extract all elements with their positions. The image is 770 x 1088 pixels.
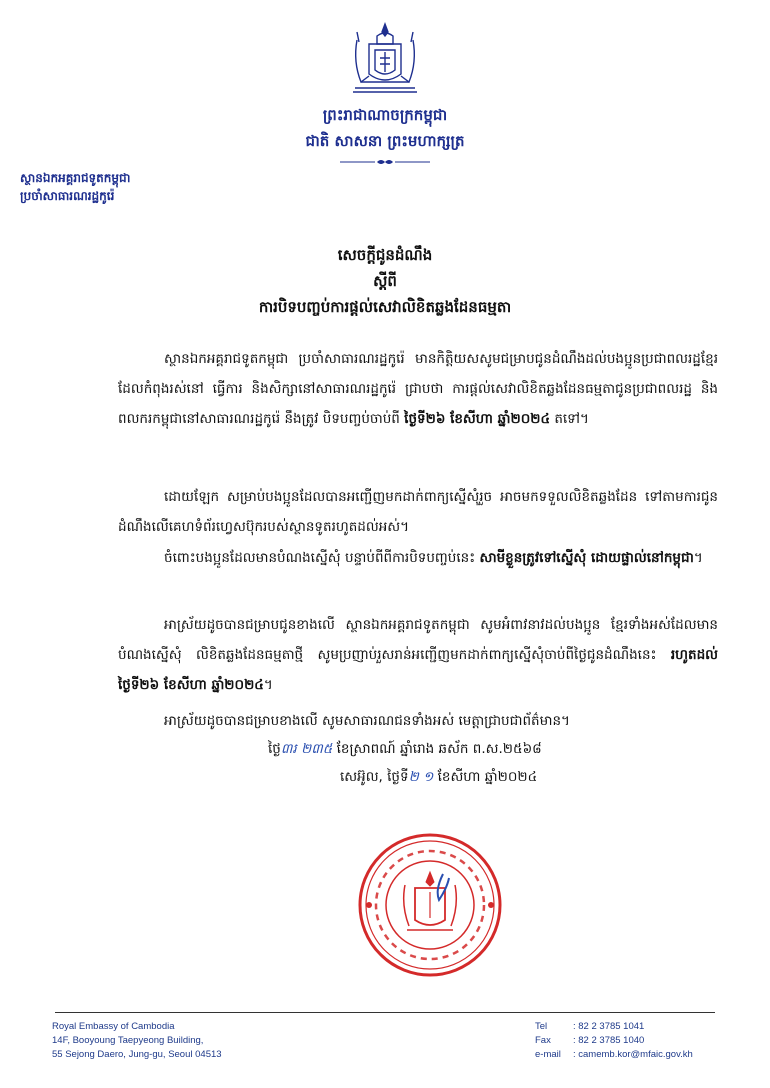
- email-label: e-mail: [535, 1049, 561, 1060]
- footer-address-line: 14F, Booyoung Taepyeong Building,: [52, 1035, 204, 1046]
- fax-value: : 82 2 3785 1040: [573, 1035, 645, 1046]
- footer-contact: [535, 1020, 693, 1062]
- paragraph-5: [118, 706, 718, 736]
- national-motto: ជាតិ សាសនា ព្រះមហាក្សត្រ: [305, 132, 465, 150]
- fax-label: Fax: [535, 1035, 551, 1046]
- solar-date: [340, 768, 537, 788]
- kingdom-title: ព្រះរាជាណាចក្រកម្ពុជា: [322, 106, 448, 124]
- notice-title: សេចក្តីជូនដំណឹង: [337, 246, 433, 264]
- footer-address-line: 55 Sejong Daero, Jung-gu, Seoul 04513: [52, 1049, 222, 1060]
- paragraph-1: [118, 344, 718, 434]
- royal-coat-of-arms-icon: [347, 22, 423, 94]
- lunar-date-rest: ខែស្រាពណ៍ ឆ្នាំរោង ឆស័ក ព.ស.២៥៦៨: [332, 741, 542, 757]
- notice-subject: ការបិទបញ្ចប់ការផ្តល់សេវាលិខិតឆ្លងដែនធម្មតា: [258, 298, 512, 316]
- tel-label: Tel: [535, 1021, 548, 1032]
- lunar-date-prefix: ថ្ងៃ: [268, 741, 281, 757]
- email-value[interactable]: : camemb.kor@mfaic.gov.kh: [573, 1049, 693, 1060]
- lunar-date-handwritten: ៣រ ២៣៥: [280, 741, 333, 757]
- paragraph-1-closing-date: ថ្ងៃទី២៦ ខែសីហា ឆ្នាំ២០២៤: [404, 411, 551, 427]
- solar-date-rest: ខែសីហា ឆ្នាំ២០២៤: [433, 769, 538, 785]
- paragraph-3-tail: ។: [693, 550, 703, 566]
- embassy-name: ស្ថានឯកអគ្គរាជទូតកម្ពុជា: [20, 171, 131, 185]
- paragraph-5-text: អាស្រ័យដូចបានជម្រាបខាងលើ សូមសាធារណជនទាំងអស់ មេត្តាជ្រាបជាព័ត៌មាន។: [164, 713, 570, 729]
- embassy-location: ប្រចាំសាធារណរដ្ឋកូរ៉េ: [20, 189, 115, 203]
- paragraph-4-text: អាស្រ័យដូចបានជម្រាបជូនខាងលើ ស្ថានឯកអគ្គរាជទូតកម្ពុជា សូមអំពាវនាវដល់បងប្អូន ខ្មែរទាំងអស់ដែលមានបំណងស្នើសុំ លិខិតឆ្លងដែនធម្មតាថ្មី សូមប្រញាប់រួសរាន់អញ្ជើញមកដាក់ពាក្យស្នើសុំចាប់ពីថ្ងៃជូនដំណឹងនេះ: [118, 617, 718, 663]
- notice-subject-label: ស្តីពី: [373, 272, 397, 290]
- paragraph-3-text: ចំពោះបងប្អូនដែលមានបំណងស្នើសុំ បន្ទាប់ពីពីការបិទបញ្ចប់នេះ: [164, 550, 480, 566]
- paragraph-2-text: ដោយឡែក សម្រាប់បងប្អូនដែលបានអញ្ជើញមកដាក់ពាក្យស្នើសុំរួច អាចមកទទួលលិខិតឆ្លងដែន ទៅតាមការជូនដំណឹងលើគេហទំព័រហ្វេសប៊ុករបស់ស្ថានទូតរហូតដល់អស់។: [118, 489, 718, 535]
- footer-tel: [535, 1020, 693, 1034]
- paragraph-4-tail: ។: [263, 677, 273, 693]
- paragraph-4: [118, 610, 718, 700]
- footer-address: [52, 1020, 222, 1062]
- footer-divider: [55, 1012, 715, 1013]
- paragraph-2: [118, 482, 718, 542]
- paragraph-1-tail: តទៅ។: [550, 411, 589, 427]
- lunar-date: [268, 740, 542, 760]
- solar-date-prefix: សេអ៊ូល, ថ្ងៃទី: [340, 769, 409, 785]
- paragraph-3: [118, 543, 718, 573]
- official-seal-icon: [355, 830, 505, 980]
- tel-value: : 82 2 3785 1041: [573, 1021, 645, 1032]
- footer-fax: [535, 1034, 693, 1048]
- paragraph-4-deadline: រហូតដល់ថ្ងៃទី២៦ ខែសីហា ឆ្នាំ២០២៤: [118, 647, 718, 693]
- footer-address-line: Royal Embassy of Cambodia: [52, 1021, 175, 1032]
- paragraph-1-text: ស្ថានឯកអគ្គរាជទូតកម្ពុជា ប្រចាំសាធារណរដ្ឋកូរ៉េ មានកិត្តិយសសូមជម្រាបជូនដំណឹងដល់បងប្អូនប្រជាពលរដ្ឋខ្មែរ ដែលកំពុងរស់នៅ ធ្វើការ និងសិក្សានៅសាធារណរដ្ឋកូរ៉េ ជ្រាបថា ការផ្តល់សេវាលិខិតឆ្លងដែនធម្មតាជូនប្រជាពលរដ្ឋ និងពលករកម្ពុជានៅសាធារណរដ្ឋកូរ៉េ នឹងត្រូវ បិទបញ្ចប់ចាប់ពី: [118, 351, 718, 427]
- solar-date-handwritten: ២ ១: [408, 769, 434, 785]
- paragraph-3-emphasis: សាមីខ្លួនត្រូវទៅស្នើសុំ ដោយផ្ទាល់នៅកម្ពុជា: [479, 550, 694, 566]
- divider-ornament-icon: [335, 157, 435, 167]
- footer-email: [535, 1048, 693, 1062]
